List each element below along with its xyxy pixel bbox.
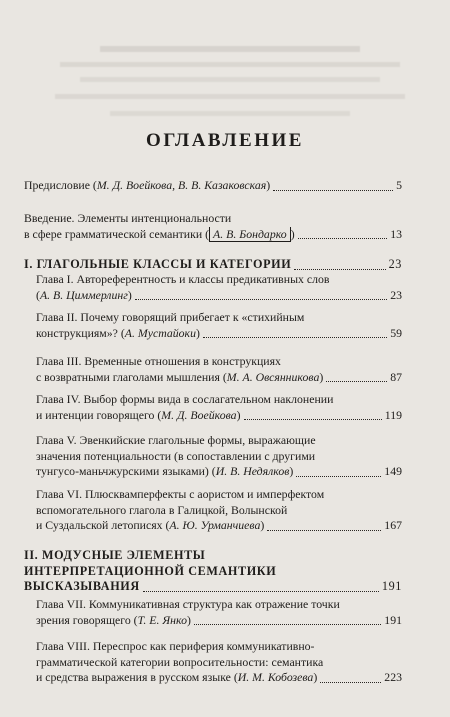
author: А. В. Циммерлинг [39, 287, 128, 302]
page-number: 23 [388, 257, 402, 271]
leader-dots [194, 624, 381, 625]
entry-text: Предисловие ( [24, 178, 97, 192]
page-number: 167 [384, 518, 402, 532]
leader-dots [244, 419, 382, 420]
entry-text: ) [313, 670, 318, 684]
toc-entry [36, 354, 402, 385]
entry-text: и средства выражения в русском языке ( [36, 670, 238, 684]
leader-dots [143, 591, 379, 592]
entry-text: ) [266, 178, 271, 192]
entry-text: Глава VI. Плюсквамперфекты с аористом и имперфектом [36, 487, 325, 501]
author: А. В. Бондарко [209, 227, 291, 242]
leader-dots [294, 269, 385, 270]
entry-text: Глава III. Временные отношения в конструкциях [36, 354, 281, 368]
entry-text: и интенции говорящего ( [36, 407, 162, 422]
toc-entry [24, 211, 402, 242]
entry-text: ( [36, 287, 40, 302]
entry-text: ) [290, 226, 295, 241]
leader-dots [320, 682, 381, 683]
entry-text: Глава VII. Коммуникативная структура как отражение точки [36, 597, 340, 611]
section-heading [24, 548, 402, 595]
author: И. В. Недялков [215, 464, 290, 478]
toc-entry [36, 487, 402, 534]
toc-entry [36, 392, 402, 423]
page-number: 149 [384, 464, 402, 478]
author: А. Ю. Урманчиева [169, 518, 261, 532]
entry-text: с возвратными глаголами мышления ( [36, 369, 227, 384]
page-number: 119 [384, 407, 402, 422]
entry-text: Глава VIII. Переспрос как периферия коммуникативно- [36, 639, 315, 653]
leader-dots [267, 530, 381, 531]
toc-entry [24, 178, 402, 194]
entry-text: конструкциям»? ( [36, 325, 125, 340]
section-heading [24, 257, 402, 273]
entry-text: ) [236, 407, 241, 422]
entry-text: вспомогательного глагола в Галицкой, Волынской [36, 502, 288, 517]
author: М. Д. Воейкова, В. В. Казаковская [96, 178, 267, 192]
author: М. Д. Воейкова [161, 407, 237, 422]
leader-dots [296, 476, 381, 477]
toc-entry [36, 272, 402, 303]
leader-dots [203, 337, 387, 338]
entry-text: ВЫСКАЗЫВАНИЯ [24, 579, 140, 593]
page-title: ОГЛАВЛЕНИЕ [146, 130, 304, 151]
page-number: 23 [390, 287, 402, 302]
entry-text: I. ГЛАГОЛЬНЫЕ КЛАССЫ И КАТЕГОРИИ [24, 257, 292, 271]
page-number: 223 [384, 670, 402, 684]
entry-text: ) [319, 369, 324, 384]
entry-text: тунгусо-маньчжурскими языками) ( [36, 464, 216, 478]
entry-text: грамматической категории вопросительности: семантика [36, 654, 324, 669]
page-number: 191 [384, 612, 402, 627]
entry-text: ) [127, 287, 132, 302]
entry-text: Глава V. Эвенкийские глагольные формы, выражающие [36, 433, 316, 447]
author: И. М. Кобозева [237, 670, 314, 684]
entry-text: ) [289, 464, 294, 478]
author: М. А. Овсянникова [226, 369, 320, 384]
entry-text: ИНТЕРПРЕТАЦИОННОЙ СЕМАНТИКИ [24, 563, 277, 578]
toc-entry [36, 639, 402, 686]
entry-text: Глава I. Автореферентность и классы предикативных слов [36, 272, 330, 286]
page-number: 191 [381, 579, 402, 593]
page-number: 5 [396, 178, 402, 192]
entry-text: в сфере грамматической семантики ( [24, 226, 210, 241]
leader-dots [135, 299, 387, 300]
leader-dots [273, 190, 393, 191]
entry-text: зрения говорящего ( [36, 612, 138, 627]
entry-text: ) [195, 325, 200, 340]
page-number: 59 [390, 325, 402, 340]
leader-dots [326, 381, 387, 382]
bleed-through [40, 40, 420, 130]
entry-text: II. МОДУСНЫЕ ЭЛЕМЕНТЫ [24, 548, 206, 562]
toc-entry [36, 433, 402, 480]
page-number: 87 [390, 369, 402, 384]
entry-text: и Суздальской летописях ( [36, 518, 170, 532]
author: А. Мустайоки [124, 325, 196, 340]
entry-text: Введение. Элементы интенциональности [24, 211, 232, 225]
author: Т. Е. Янко [137, 612, 187, 627]
leader-dots [298, 238, 388, 239]
toc-entry [36, 310, 402, 341]
toc-entry [36, 597, 402, 628]
entry-text: ) [260, 518, 265, 532]
entry-text: ) [187, 612, 191, 627]
entry-text: Глава IV. Выбор формы вида в сослагательном наклонении [36, 392, 334, 406]
entry-text: Глава II. Почему говорящий прибегает к «стихийным [36, 310, 305, 324]
page-number: 13 [390, 226, 402, 241]
entry-text: значения потенциальности (в сопоставлении с другими [36, 448, 316, 463]
